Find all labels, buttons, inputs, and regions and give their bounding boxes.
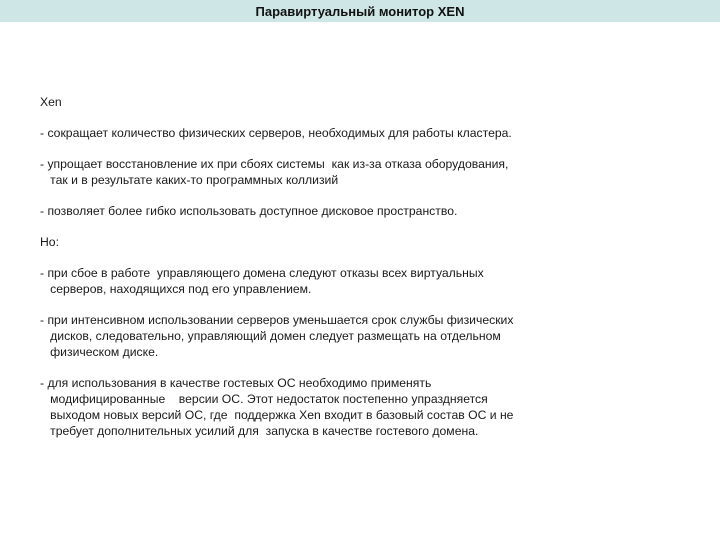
cons-item-line: модифицированные версии ОС. Этот недостаток постепенно упраздняется xyxy=(40,392,488,406)
cons-item xyxy=(40,375,680,439)
slide-body xyxy=(40,94,680,439)
page-title: Паравиртуальный монитор XEN xyxy=(255,3,465,19)
pros-item-line: - сокращает количество физических серверов, необходимых для работы кластера. xyxy=(40,126,512,140)
cons-item-line: - при интенсивном использовании серверов уменьшается срок службы физических xyxy=(40,313,514,327)
section-heading: Xen xyxy=(40,95,62,109)
cons-item-line: требует дополнительных усилий для запуска в качестве гостевого домена. xyxy=(40,424,479,438)
pros-item-line: - позволяет более гибко использовать доступное дисковое пространство. xyxy=(40,204,458,218)
pros-item xyxy=(40,156,680,188)
cons-item-line: - для использования в качестве гостевых ОС необходимо применять xyxy=(40,376,432,390)
cons-item-line: дисков, следовательно, управляющий домен следует размещать на отдельном xyxy=(40,329,501,343)
pros-item-line: - упрощает восстановление их при сбоях системы как из-за отказа оборудования, xyxy=(40,157,509,171)
cons-item-line: - при сбое в работе управляющего домена следуют отказы всех виртуальных xyxy=(40,266,484,280)
cons-item xyxy=(40,312,680,360)
cons-item-line: выходом новых версий ОС, где поддержка Xen входит в базовый состав ОС и не xyxy=(40,408,514,422)
cons-item-line: серверов, находящихся под его управлением. xyxy=(40,282,312,296)
pros-item-line: так и в результате каких-то программных коллизий xyxy=(40,173,339,187)
title-bar xyxy=(0,0,720,22)
cons-item xyxy=(40,265,680,297)
pros-item xyxy=(40,203,680,219)
cons-item-line: физическом диске. xyxy=(40,345,159,359)
but-label: Но: xyxy=(40,235,59,249)
pros-item xyxy=(40,125,680,141)
